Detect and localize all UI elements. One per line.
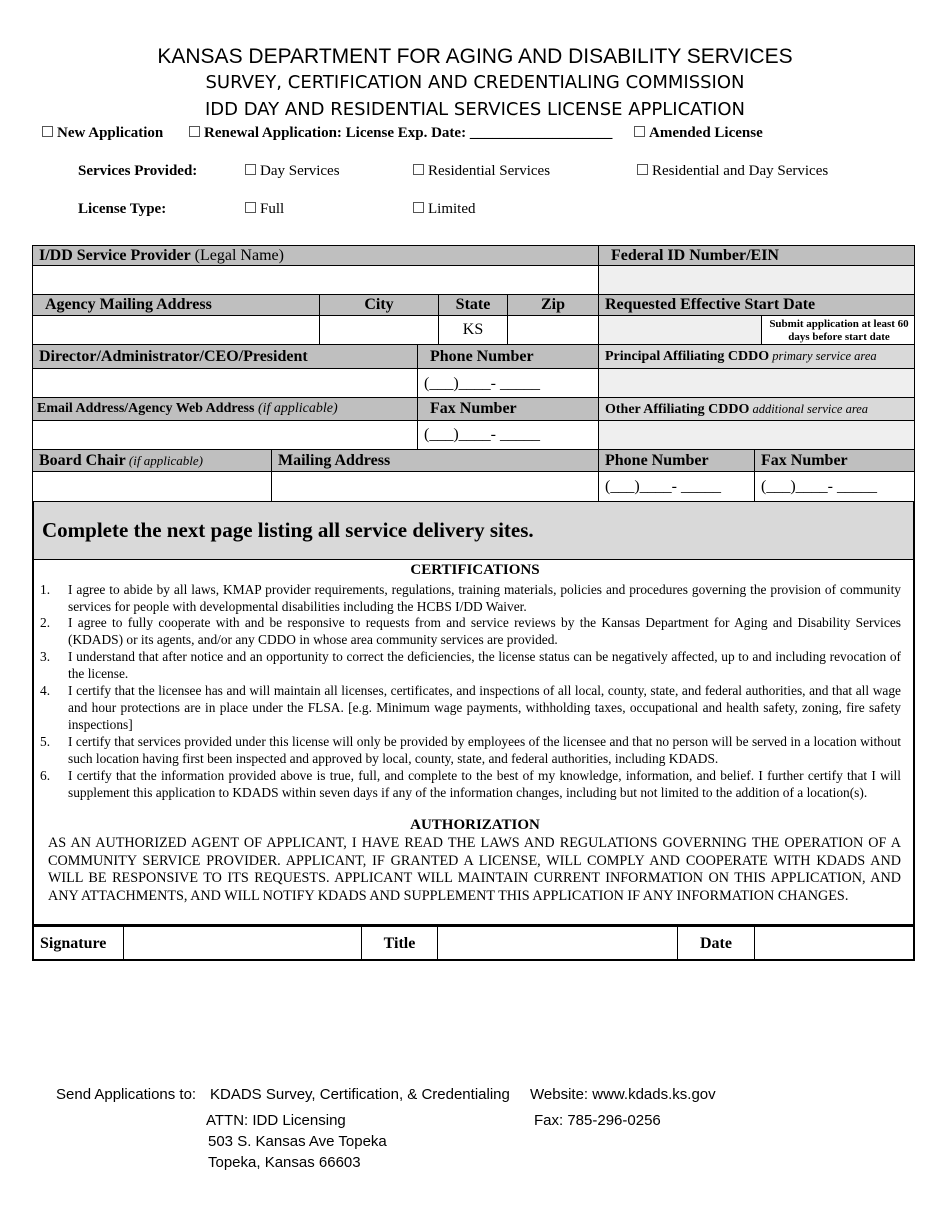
website: Website: www.kdads.ks.gov: [530, 1086, 716, 1103]
mailing-address-header: Agency Mailing Address: [32, 294, 320, 316]
residential-services-label: Residential Services: [428, 163, 551, 179]
cert-item-6: I certify that the information provided above is true, full, and complete to the best of my knowledge, information, and belief. I further certify that I will supplement this application to KDADS within seven days if any of the information changes, including but not limited to the addition of a location(s).: [68, 768, 901, 800]
board-mailing-field[interactable]: [271, 471, 599, 502]
attn-line: ATTN: IDD Licensing: [206, 1112, 346, 1129]
cert-number-3: 3.: [40, 649, 51, 664]
amended-license-label: Amended License: [649, 125, 763, 141]
full-license-option[interactable]: [245, 201, 284, 218]
services-label: Services Provided:: [78, 163, 198, 179]
full-license-checkbox[interactable]: [245, 202, 256, 213]
residential-services-checkbox[interactable]: [413, 164, 424, 175]
city-field[interactable]: [319, 315, 439, 345]
provider-name-header: I/DD Service Provider (Legal Name): [32, 245, 599, 266]
federal-id-field[interactable]: [598, 265, 915, 295]
director-header: Director/Administrator/CEO/President: [32, 344, 418, 369]
other-cddo-field[interactable]: [598, 420, 915, 450]
day-services-option[interactable]: [245, 163, 340, 180]
cert-item-1: I agree to abide by all laws, KMAP provider requirements, regulations, training materials, policies and procedures governing the provision of community services for people with developmental disabilities including the HCBS I/DD Waiver.: [68, 582, 901, 614]
renewal-application-label: Renewal Application: License Exp. Date: ___________________: [204, 125, 613, 141]
board-mailing-header: Mailing Address: [271, 449, 599, 472]
cert-item-4: I certify that the licensee has and will maintain all licenses, certificates, and inspections of all local, county, state, and federal authorities, and that all wage and hour protections are in place under the FLSA. [e.g. Minimum wage payments, withholding taxes, occupational and health safety, zoning, fire safety inspections]: [68, 683, 901, 732]
provider-name-field[interactable]: [32, 265, 599, 295]
board-chair-field[interactable]: [32, 471, 272, 502]
federal-id-header: Federal ID Number/EIN: [598, 245, 915, 266]
form-title: IDD DAY AND RESIDENTIAL SERVICES LICENSE APPLICATION: [204, 99, 746, 120]
street-address: 503 S. Kansas Ave Topeka: [208, 1133, 387, 1150]
date-field[interactable]: [754, 925, 915, 961]
submit-note: Submit application at least 60 days before start date: [761, 315, 915, 345]
limited-license-option[interactable]: [413, 201, 476, 218]
cert-number-5: 5.: [40, 734, 51, 749]
new-application-option[interactable]: [42, 125, 163, 142]
commission-title: SURVEY, CERTIFICATION AND CREDENTIALING COMMISSION: [205, 72, 745, 93]
amended-license-option[interactable]: [634, 125, 763, 142]
board-phone-header: Phone Number: [598, 449, 755, 472]
board-fax-field[interactable]: (___)____- _____: [754, 471, 915, 502]
email-header: Email Address/Agency Web Address (if applicable): [32, 397, 418, 421]
mailing-address-field[interactable]: [32, 315, 320, 345]
notice-band: [32, 502, 915, 560]
email-field[interactable]: [32, 420, 418, 450]
new-application-label: New Application: [57, 125, 164, 141]
cert-item-2: I agree to fully cooperate with and be responsive to requests from and service reviews by the Kansas Department for Aging and Disability Services (KDADS) or its agents, and/or any CDDO in whose area community services are provided.: [68, 615, 901, 647]
start-date-field[interactable]: [598, 315, 762, 345]
principal-cddo-field[interactable]: [598, 368, 915, 398]
signature-field[interactable]: [123, 925, 362, 961]
cert-number-4: 4.: [40, 683, 51, 698]
residential-services-option[interactable]: [413, 163, 550, 180]
fax-field[interactable]: (___)____- _____: [417, 420, 599, 450]
residential-day-services-label: Residential and Day Services: [652, 163, 829, 179]
state-header: State: [438, 294, 508, 316]
fax-header: Fax Number: [417, 397, 599, 421]
zip-header: Zip: [507, 294, 599, 316]
authorization-text: AS AN AUTHORIZED AGENT OF APPLICANT, I HAVE READ THE LAWS AND REGULATIONS GOVERNING THE OPERATION OF A COMMUNITY SERVICE PROVIDER. APPLICANT, IF GRANTED A LICENSE, WILL COMPLY AND COOPERATE WITH KDADS AND WILL BE RESPONSIVE TO ITS REQUESTS. APPLICANT WILL MAINTAIN CURRENT INFORMATION ON THIS APPLICATION, AND ANY ATTACHMENTS, AND WILL NOTIFY KDADS AND SUPPLEMENT THIS APPLICATION IF ANY INFORMATION CHANGES.: [48, 835, 901, 904]
limited-license-checkbox[interactable]: [413, 202, 424, 213]
cert-item-5: I certify that services provided under this license will only be provided by employees of the licensee and that no person will be served in a location without such location having first been inspected and approved by local, county, state, and federal authorities, including KDADS.: [68, 734, 901, 766]
fax-line: Fax: 785-296-0256: [534, 1112, 661, 1129]
residential-day-services-checkbox[interactable]: [637, 164, 648, 175]
day-services-checkbox[interactable]: [245, 164, 256, 175]
signature-label: Signature: [32, 925, 124, 961]
date-label: Date: [677, 925, 755, 961]
board-chair-header: Board Chair (if applicable): [32, 449, 272, 472]
renewal-application-option[interactable]: [189, 125, 612, 142]
city-state-zip: Topeka, Kansas 66603: [208, 1154, 361, 1171]
agency-title: KANSAS DEPARTMENT FOR AGING AND DISABILITY SERVICES: [157, 45, 793, 68]
principal-cddo-header: Principal Affiliating CDDO primary service area: [598, 344, 915, 369]
board-phone-field[interactable]: (___)____- _____: [598, 471, 755, 502]
license-type-label: License Type:: [78, 201, 167, 217]
other-cddo-header: Other Affiliating CDDO additional service area: [598, 397, 915, 421]
new-application-checkbox[interactable]: [42, 126, 53, 137]
certifications-title: CERTIFICATIONS: [410, 562, 540, 578]
title-field[interactable]: [437, 925, 678, 961]
send-to-label: Send Applications to:: [56, 1086, 197, 1103]
cert-number-2: 2.: [40, 615, 51, 630]
phone-field[interactable]: (___)____- _____: [417, 368, 599, 398]
title-label: Title: [361, 925, 438, 961]
limited-license-label: Limited: [428, 201, 476, 217]
notice-text: Complete the next page listing all service delivery sites.: [42, 518, 534, 542]
residential-day-services-option[interactable]: [637, 163, 828, 180]
phone-header: Phone Number: [417, 344, 599, 369]
board-fax-header: Fax Number: [754, 449, 915, 472]
day-services-label: Day Services: [260, 163, 340, 179]
amended-license-checkbox[interactable]: [634, 126, 645, 137]
send-to-org: KDADS Survey, Certification, & Credentialing: [210, 1086, 510, 1103]
state-field[interactable]: KS: [438, 315, 508, 345]
start-date-header: Requested Effective Start Date: [598, 294, 915, 316]
full-license-label: Full: [260, 201, 285, 217]
cert-number-1: 1.: [40, 582, 51, 597]
cert-item-3: I understand that after notice and an opportunity to correct the deficiencies, the license status can be negatively affected, up to and including revocation of the license.: [68, 649, 901, 681]
authorization-title: AUTHORIZATION: [410, 817, 540, 833]
renewal-application-checkbox[interactable]: [189, 126, 200, 137]
city-header: City: [319, 294, 439, 316]
cert-number-6: 6.: [40, 768, 51, 783]
zip-field[interactable]: [507, 315, 599, 345]
director-field[interactable]: [32, 368, 418, 398]
